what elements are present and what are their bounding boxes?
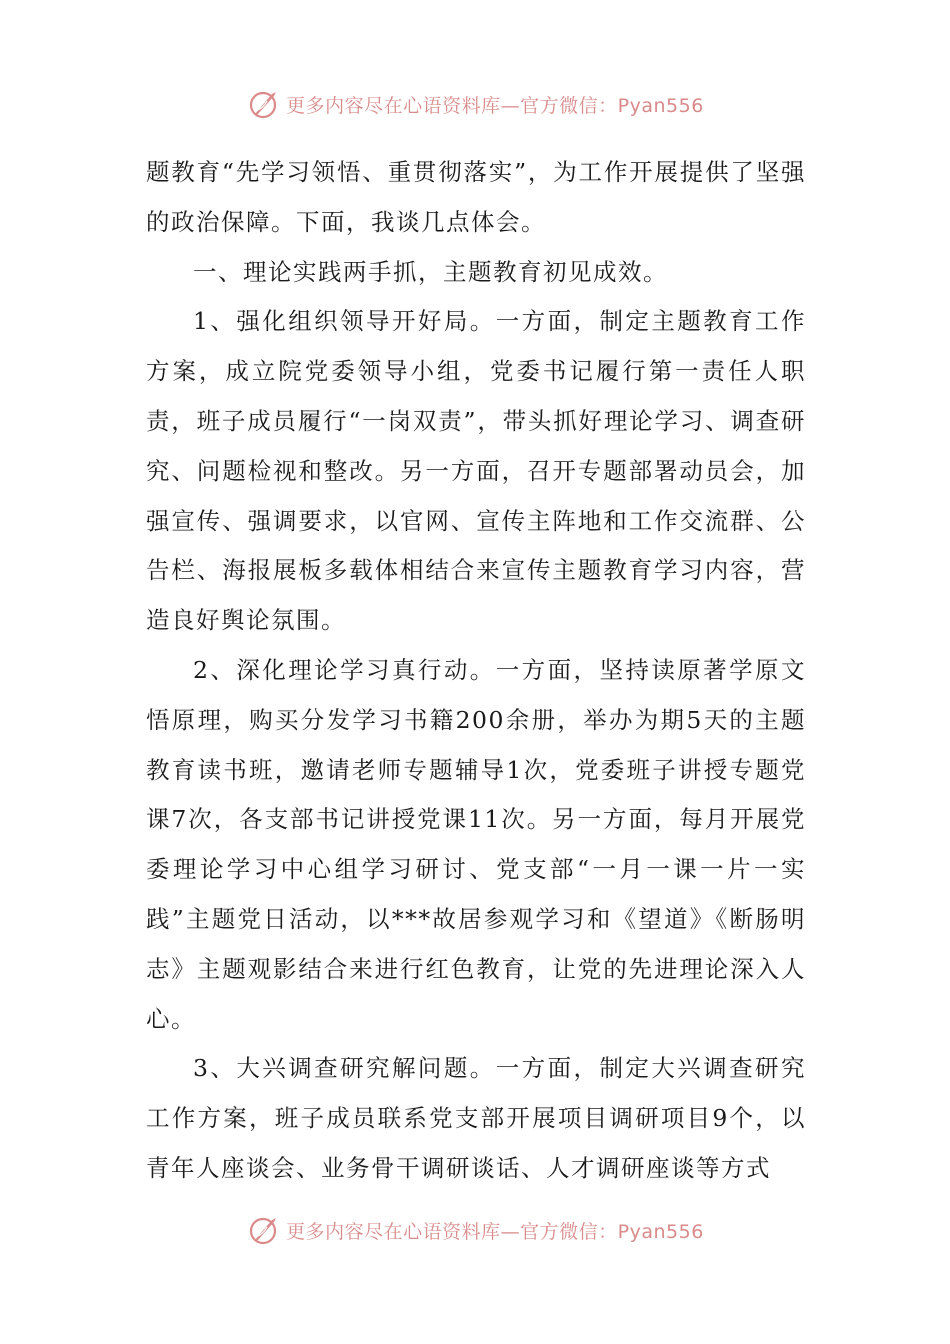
paragraph-item-1: 1、强化组织领导开好局。一方面，制定主题教育工作方案，成立院党委领导小组，党委书记履行第一责任人职责，班子成员履行“一岗双责”，带头抓好理论学习、调查研究、问题检视和整改。另一方面，召开专题部署动员会，加强宣传、强调要求，以官网、宣传主阵地和工作交流群、公告栏、海报展板多载体相结合来宣传主题教育学习内容，营造良好舆论氛围。 (146, 307, 806, 635)
footer-watermark (0, 1210, 950, 1250)
watermark-text: 更多内容尽在心语资料库—官方微信：Pyan556 (286, 94, 704, 117)
quill-pen-logo-icon (246, 86, 282, 122)
header-watermark (0, 84, 950, 124)
watermark-text: 更多内容尽在心语资料库—官方微信：Pyan556 (286, 1220, 704, 1243)
paragraph-item-3: 3、大兴调查研究解问题。一方面，制定大兴调查研究工作方案，班子成员联系党支部开展项目调研项目9个，以青年人座谈会、业务骨干调研谈话、人才调研座谈等方式 (146, 1054, 806, 1182)
section-heading: 一、理论实践两手抓，主题教育初见成效。 (193, 257, 668, 286)
paragraph-continuation: 题教育“先学习领悟、重贯彻落实”，为工作开展提供了坚强的政治保障。下面，我谈几点体会。 (146, 158, 806, 236)
quill-pen-logo-icon (246, 1212, 282, 1248)
document-body (146, 148, 806, 1194)
paragraph-item-2: 2、深化理论学习真行动。一方面，坚持读原著学原文悟原理，购买分发学习书籍200余册，举办为期5天的主题教育读书班，邀请老师专题辅导1次，党委班子讲授专题党课7次，各支部书记讲授党课11次。另一方面，每月开展党委理论学习中心组学习研讨、党支部“一月一课一片一实践”主题党日活动，以***故居参观学习和《望道》《断肠明志》主题观影结合来进行红色教育，让党的先进理论深入人心。 (146, 655, 806, 1033)
